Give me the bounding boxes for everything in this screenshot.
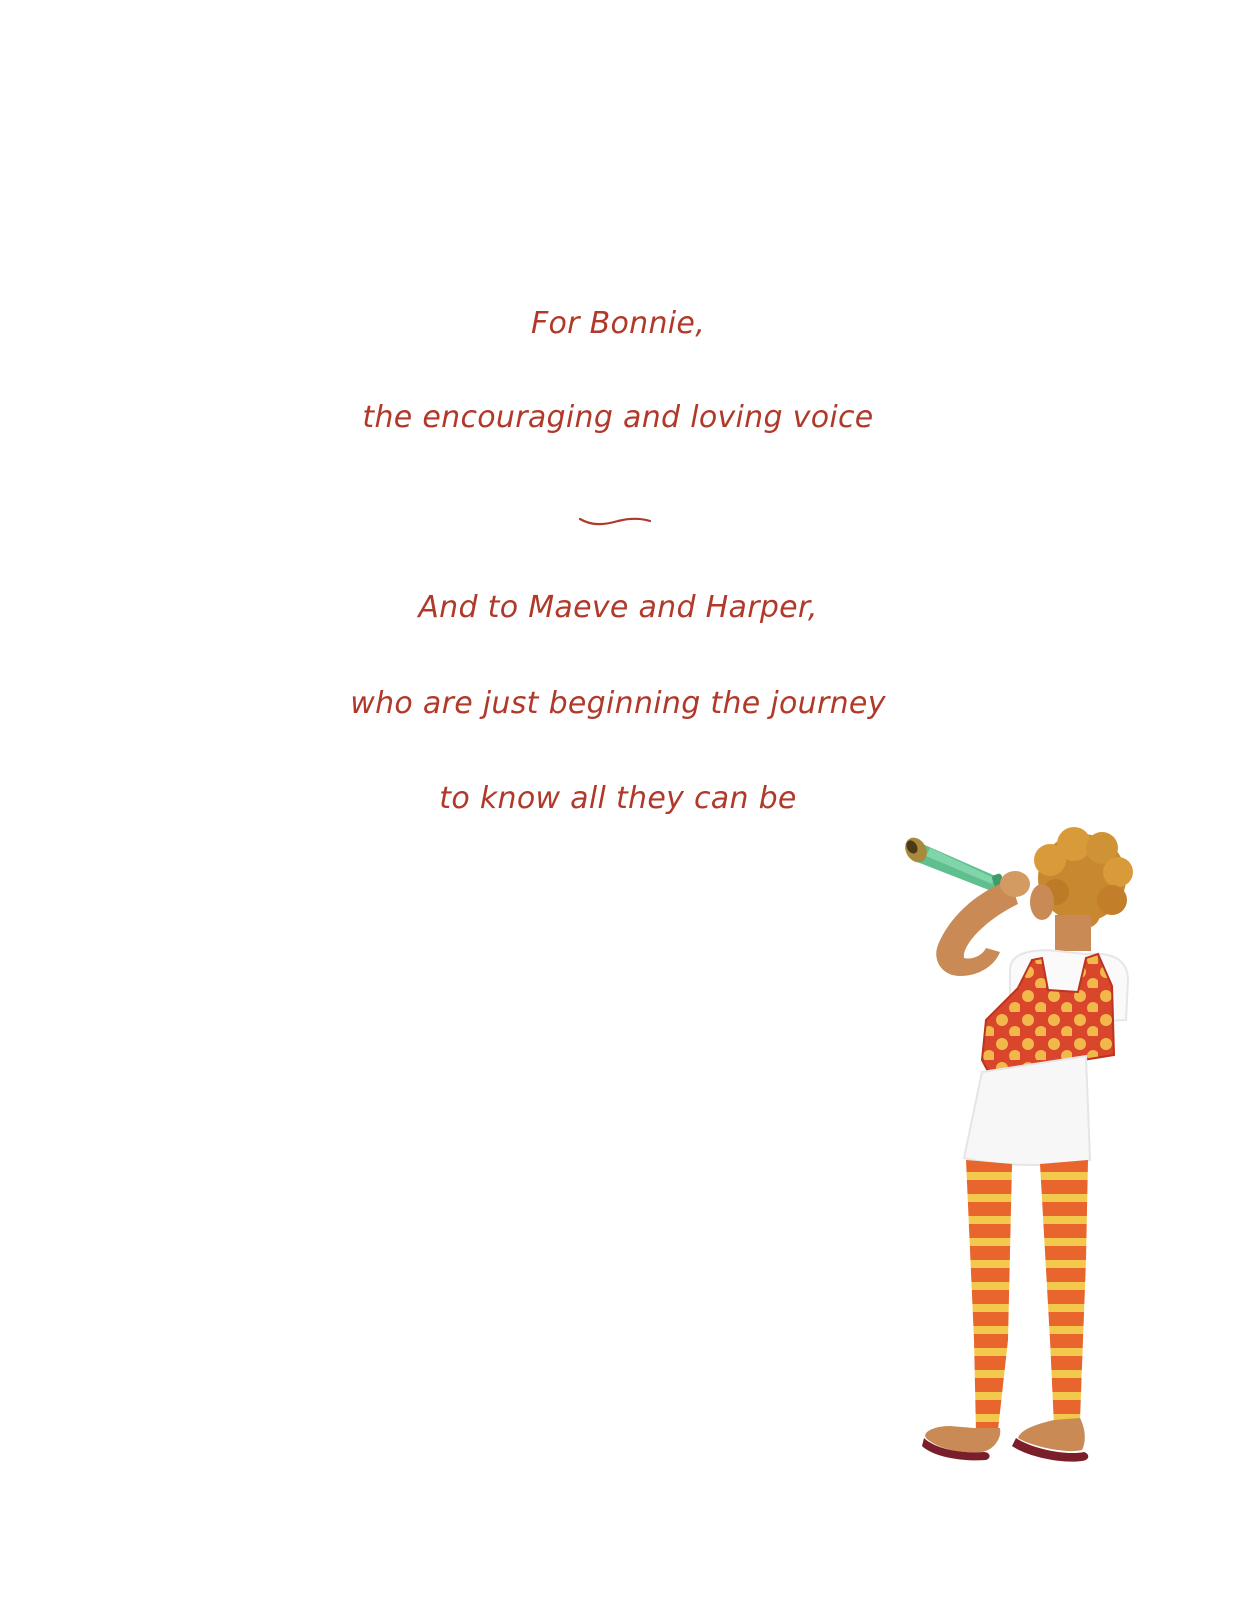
dedication-line-4: who are just beginning the journey: [350, 686, 886, 721]
dedication-line-5: to know all they can be: [439, 781, 797, 816]
dedication-line-3: And to Maeve and Harper,: [418, 590, 818, 625]
flourish-divider: [578, 512, 652, 530]
dedication-line-2: the encouraging and loving voice: [362, 400, 874, 435]
dedication-line-1: For Bonnie,: [530, 306, 706, 341]
striped-tights: [966, 1160, 1088, 1432]
child-with-telescope-illustration: [890, 820, 1160, 1480]
telescope-icon: [901, 834, 1007, 893]
